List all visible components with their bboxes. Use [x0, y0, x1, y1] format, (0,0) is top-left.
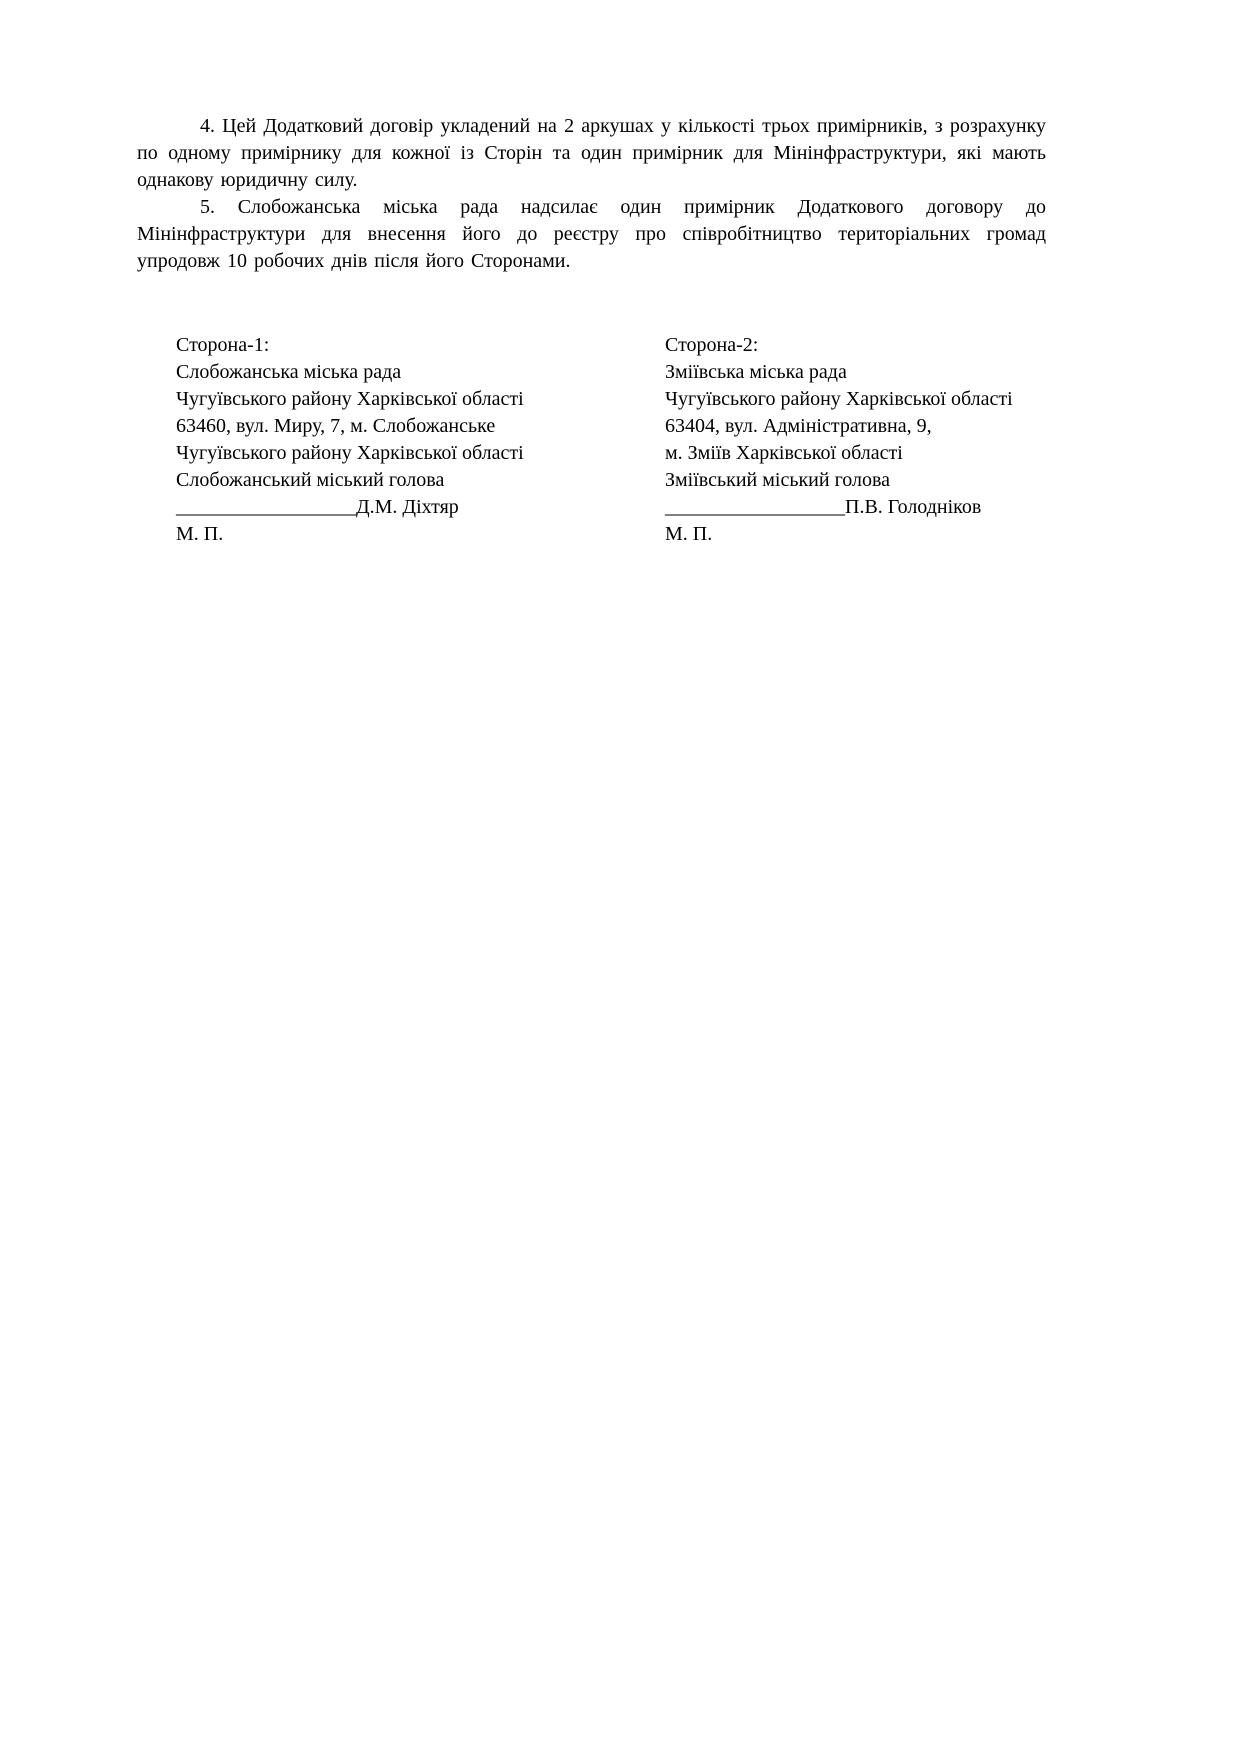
party1-heading: Сторона-1: [176, 334, 270, 356]
party2-org-name: Зміївська міська рада [665, 361, 847, 383]
party2-position-line: Зміївський міський голова [665, 469, 891, 491]
party2-heading: Сторона-2: [665, 334, 759, 356]
party2-signature-block [665, 332, 1046, 548]
party1-region-line: Чугуївського району Харківської області [176, 388, 524, 410]
party1-region-line-2: Чугуївського району Харківської області [176, 442, 524, 464]
party1-address-line: 63460, вул. Миру, 7, м. Слобожанське [176, 415, 496, 437]
party1-org-name: Слобожанська міська рада [176, 361, 402, 383]
signature-section [137, 332, 1046, 548]
party1-signature-block [137, 332, 665, 548]
paragraph-4: 4. Цей Додатковий договір укладений на 2 аркушах у кількості трьох примірників, з розрахунку по одному примірнику для кожної із Сторін та один примірник для Мінінфраструктури, які мають однакову юридичну силу. [137, 115, 1046, 191]
party1-seal-label: М. П. [176, 523, 224, 545]
party2-signature-line: __________________П.В. Голодніков [665, 496, 982, 518]
party2-city-line: м. Зміїв Харківської області [665, 442, 903, 464]
party1-position-line: Слобожанський міський голова [176, 469, 445, 491]
party2-seal-label: М. П. [665, 523, 713, 545]
party2-region-line: Чугуївського району Харківської області [665, 388, 1013, 410]
document-content [0, 0, 1240, 548]
party2-address-line: 63404, вул. Адміністративна, 9, [665, 415, 932, 437]
party1-signature-line: __________________Д.М. Діхтяр [176, 496, 459, 518]
paragraph-5: 5. Слобожанська міська рада надсилає один примірник Додаткового договору до Мінінфраструктури для внесення його до реєстру про співробітництво територіальних громад упродовж 10 робочих днів після його Сторонами. [137, 196, 1046, 272]
